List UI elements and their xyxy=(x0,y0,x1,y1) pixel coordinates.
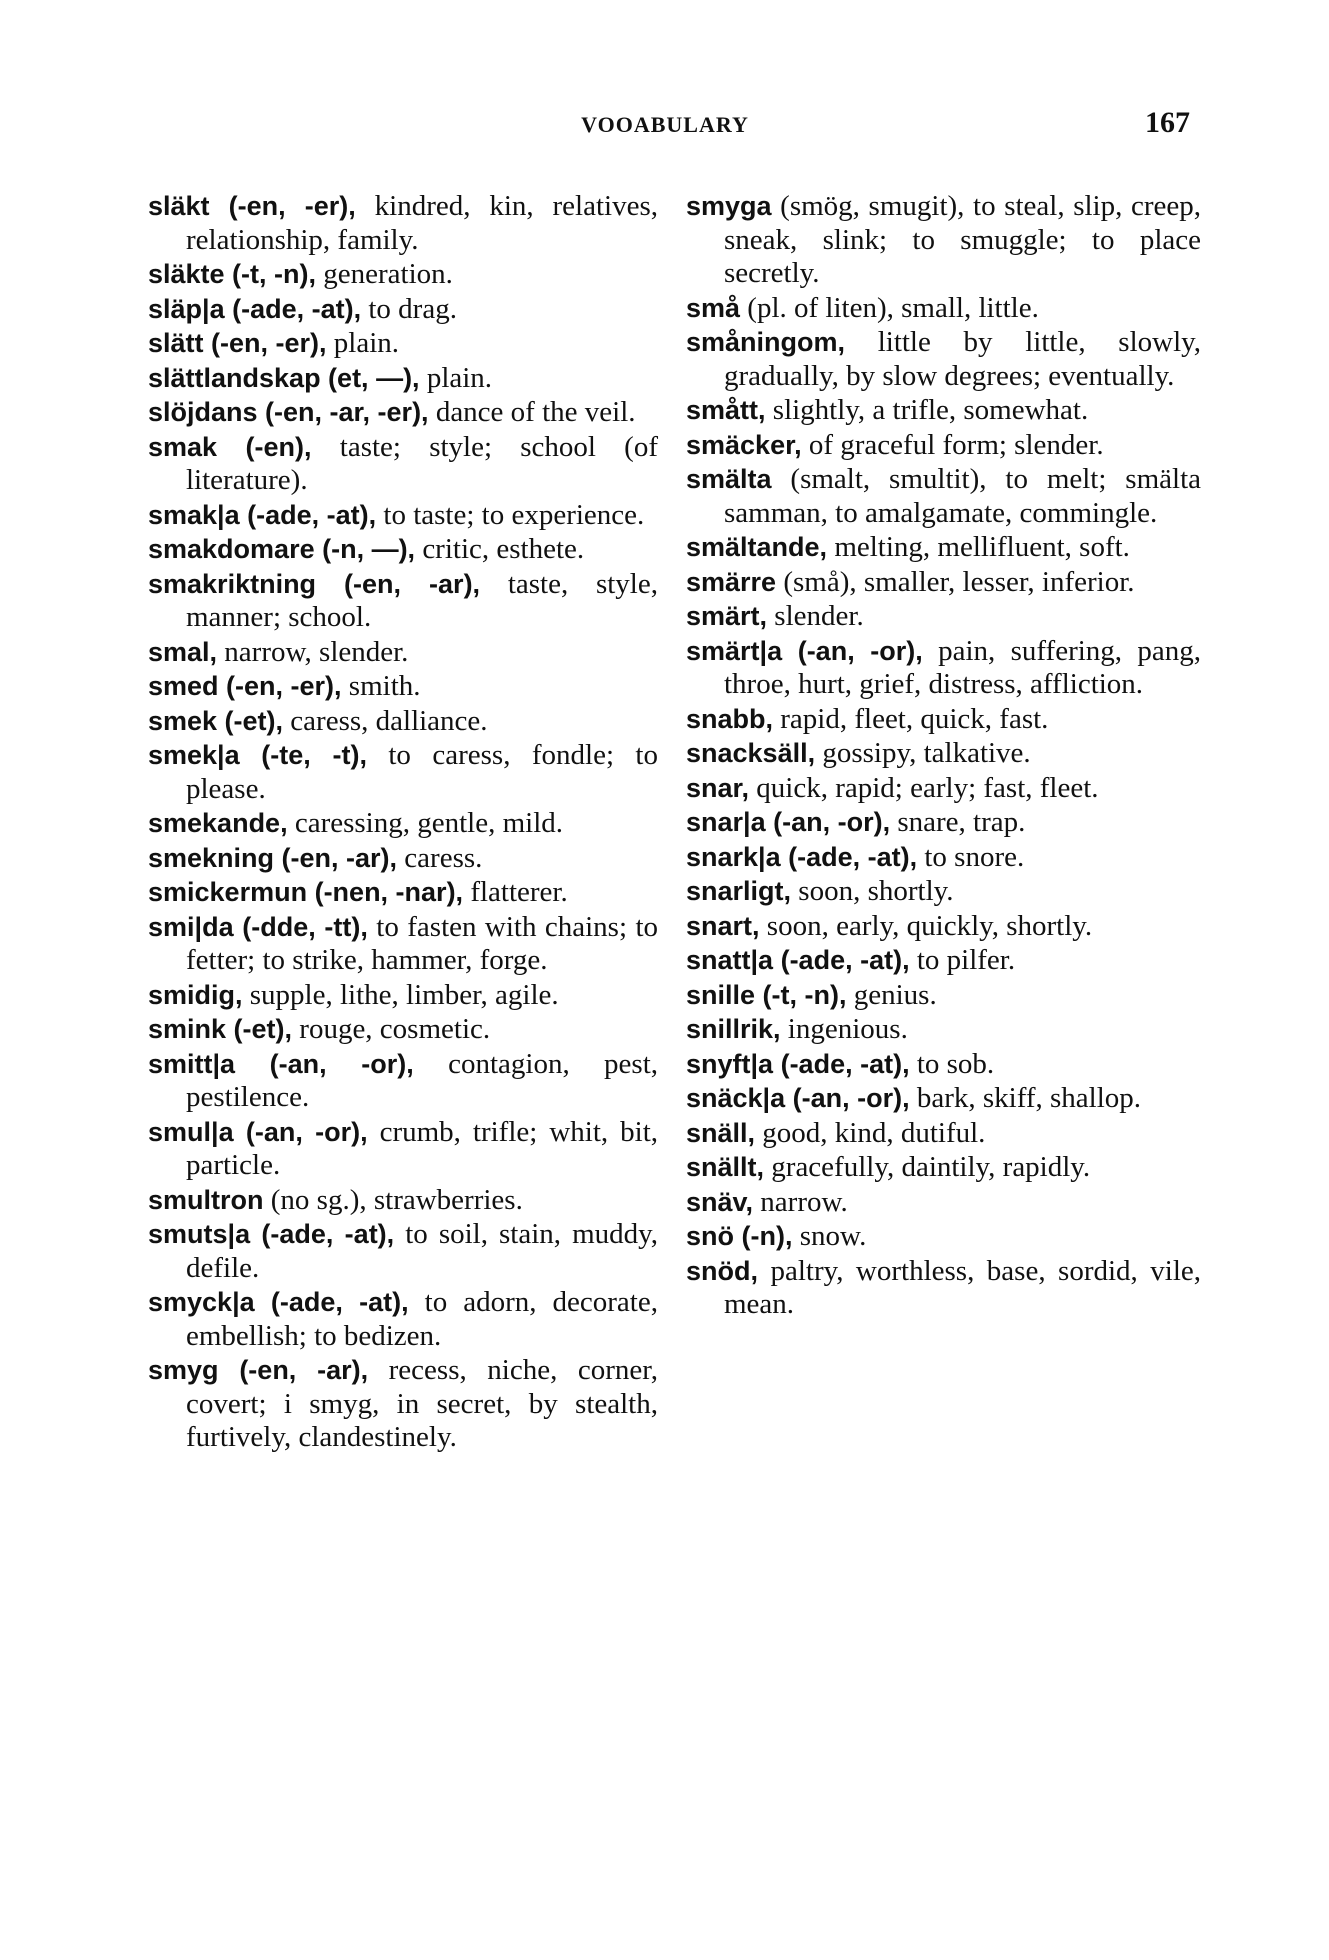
entry-headword: smakriktning (-en, -ar), xyxy=(148,568,481,599)
entry-headword: smälta xyxy=(686,464,772,494)
entry-headword: smältande, xyxy=(686,532,828,562)
dictionary-entry xyxy=(148,568,658,635)
entry-definition: (no sg.), strawberries. xyxy=(263,1183,523,1216)
dictionary-entry xyxy=(148,190,658,257)
dictionary-entry xyxy=(148,362,658,396)
entry-headword: släkte (-t, -n), xyxy=(148,259,317,289)
dictionary-entry xyxy=(686,703,1201,737)
entry-headword: snyft|a (-ade, -at), xyxy=(686,1048,910,1079)
dictionary-entry xyxy=(148,1013,658,1047)
dictionary-entry xyxy=(686,1082,1201,1116)
entry-definition: to drag. xyxy=(361,292,457,325)
entry-definition: recess, niche, corner, covert; i smyg, in secret, by stealth, furtively, clandestinely. xyxy=(186,1354,658,1453)
dictionary-entry xyxy=(686,875,1201,909)
entry-definition: to pilfer. xyxy=(909,944,1016,976)
entry-definition: narrow, slender. xyxy=(217,635,409,668)
dictionary-entry xyxy=(686,1186,1201,1220)
entry-definition: crumb, trifle; whit, bit, particle. xyxy=(186,1115,658,1181)
entry-definition: caressing, gentle, mild. xyxy=(287,807,564,839)
entry-definition: little by little, slowly, gradually, by slow degrees; eventually. xyxy=(724,326,1201,392)
dictionary-entry xyxy=(148,911,658,978)
entry-headword: smink (-et), xyxy=(148,1014,293,1044)
entry-headword: snarligt, xyxy=(686,876,792,906)
entry-definition: to fasten with chains; to fetter; to strike, hammer, forge. xyxy=(186,910,658,976)
dictionary-entry xyxy=(686,806,1201,840)
entry-definition: quick, rapid; early; fast, fleet. xyxy=(749,771,1099,804)
entry-headword: smärt|a (-an, -or), xyxy=(686,635,923,666)
dictionary-entry xyxy=(148,1116,658,1183)
left-column xyxy=(148,190,658,1456)
entry-headword: snar|a (-an, -or), xyxy=(686,807,891,837)
right-column xyxy=(686,190,1201,1323)
entry-headword: smitt|a (-an, -or), xyxy=(148,1048,414,1079)
entry-headword: snäv, xyxy=(686,1186,754,1217)
entry-definition: dance of the veil. xyxy=(428,396,636,428)
entry-definition: ingenious. xyxy=(780,1013,908,1045)
dictionary-entry xyxy=(148,258,658,292)
entry-headword: snabb, xyxy=(686,703,774,734)
entry-headword: smed (-en, -er), xyxy=(148,671,342,701)
entry-definition: caress. xyxy=(397,841,483,874)
entry-headword: smärre xyxy=(686,566,777,597)
dictionary-entry xyxy=(686,326,1201,393)
dictionary-entry xyxy=(686,772,1201,806)
entry-definition: narrow. xyxy=(753,1185,848,1218)
entry-headword: snar, xyxy=(686,772,750,803)
entry-headword: smäcker, xyxy=(686,429,802,460)
entry-headword: släkt (-en, -er), xyxy=(148,191,356,221)
entry-definition: paltry, worthless, base, sordid, vile, mean. xyxy=(724,1254,1201,1320)
entry-headword: smekande, xyxy=(148,808,288,838)
dictionary-entry xyxy=(686,1048,1201,1082)
dictionary-entry xyxy=(148,396,658,430)
entry-definition: of graceful form; slender. xyxy=(801,428,1104,461)
page-number: 167 xyxy=(1145,106,1190,139)
entry-definition: to adorn, decorate, embellish; to bedizen. xyxy=(186,1286,658,1352)
entry-headword: smuts|a (-ade, -at), xyxy=(148,1219,395,1249)
dictionary-entry xyxy=(686,292,1201,326)
entry-headword: småningom, xyxy=(686,327,846,357)
entry-definition: kindred, kin, relatives, relationship, family. xyxy=(186,190,659,256)
running-title: VOOABULARY xyxy=(581,112,749,137)
entry-definition: gracefully, daintily, rapidly. xyxy=(764,1151,1091,1183)
dictionary-entry xyxy=(148,1218,658,1285)
entry-definition: rouge, cosmetic. xyxy=(292,1013,491,1045)
dictionary-entry xyxy=(686,531,1201,565)
entry-definition: rapid, fleet, quick, fast. xyxy=(773,702,1049,735)
dictionary-entry xyxy=(148,1048,658,1115)
entry-headword: slätt (-en, -er), xyxy=(148,328,327,358)
entry-definition: to caress, fondle; to please. xyxy=(186,739,658,805)
entry-headword: små xyxy=(686,292,741,323)
entry-definition: contagion, pest, pestilence. xyxy=(186,1047,659,1113)
entry-definition: plain. xyxy=(419,361,493,394)
dictionary-entry xyxy=(148,807,658,841)
entry-definition: good, kind, dutiful. xyxy=(755,1116,986,1149)
entry-definition: (smög, smugit), to steal, slip, creep, sneak, slink; to smuggle; to place secretly. xyxy=(724,190,1201,289)
entry-definition: plain. xyxy=(326,327,400,359)
entry-headword: snöd, xyxy=(686,1255,758,1286)
entry-headword: snäll, xyxy=(686,1117,756,1148)
dictionary-entry xyxy=(686,979,1201,1013)
entry-headword: slättlandskap (et, —), xyxy=(148,362,420,393)
entry-definition: to soil, stain, muddy, defile. xyxy=(186,1218,658,1284)
entry-headword: smakdomare (-n, —), xyxy=(148,534,416,564)
dictionary-entry xyxy=(148,499,658,533)
entry-headword: snatt|a (-ade, -at), xyxy=(686,945,910,975)
entry-headword: smärt, xyxy=(686,601,768,631)
dictionary-entry xyxy=(686,910,1201,944)
entry-headword: smidig, xyxy=(148,979,243,1010)
dictionary-entry xyxy=(148,705,658,739)
dictionary-entry xyxy=(686,1220,1201,1254)
dictionary-entry xyxy=(686,841,1201,875)
entry-definition: slightly, a trifle, somewhat. xyxy=(765,394,1089,426)
entry-definition: taste, style, manner; school. xyxy=(186,567,658,633)
entry-definition: smith. xyxy=(341,670,421,702)
entry-headword: smek|a (-te, -t), xyxy=(148,740,367,770)
entry-definition: to snore. xyxy=(917,840,1025,873)
dictionary-entry xyxy=(686,1117,1201,1151)
entry-definition: slender. xyxy=(767,600,864,632)
entry-definition: soon, shortly. xyxy=(791,875,954,907)
dictionary-entry xyxy=(148,739,658,806)
entry-headword: snäck|a (-an, -or), xyxy=(686,1083,910,1113)
entry-headword: smal, xyxy=(148,636,218,667)
entry-headword: smyga xyxy=(686,191,772,221)
entry-definition: caress, dalliance. xyxy=(283,704,488,737)
dictionary-entry xyxy=(686,737,1201,771)
dictionary-entry xyxy=(686,566,1201,600)
entry-definition: pain, suffering, pang, throe, hurt, grief, distress, affliction. xyxy=(724,634,1201,700)
entry-headword: smi|da (-dde, -tt), xyxy=(148,911,368,942)
dictionary-entry xyxy=(686,463,1201,530)
dictionary-entry xyxy=(148,670,658,704)
entry-headword: snille (-t, -n), xyxy=(686,979,847,1010)
entry-headword: snark|a (-ade, -at), xyxy=(686,841,918,872)
entry-definition: (små), smaller, lesser, inferior. xyxy=(776,565,1135,598)
entry-headword: snö (-n), xyxy=(686,1221,793,1251)
dictionary-entry xyxy=(148,876,658,910)
entry-headword: smyg (-en, -ar), xyxy=(148,1355,369,1385)
entry-definition: soon, early, quickly, shortly. xyxy=(759,909,1093,942)
dictionary-entry xyxy=(686,394,1201,428)
entry-headword: snacksäll, xyxy=(686,738,816,768)
page-header xyxy=(140,106,1190,152)
dictionary-entry xyxy=(148,636,658,670)
entry-definition: supple, lithe, limber, agile. xyxy=(242,978,559,1011)
dictionary-entry xyxy=(686,1013,1201,1047)
entry-definition: to sob. xyxy=(909,1047,995,1080)
dictionary-entry xyxy=(148,1354,658,1455)
entry-definition: snare, trap. xyxy=(890,806,1026,838)
entry-headword: smek (-et), xyxy=(148,705,284,736)
dictionary-entry xyxy=(148,293,658,327)
entry-headword: smyck|a (-ade, -at), xyxy=(148,1287,409,1317)
entry-headword: smått, xyxy=(686,395,766,425)
entry-headword: smak|a (-ade, -at), xyxy=(148,499,377,530)
dictionary-entry xyxy=(686,944,1201,978)
dictionary-entry xyxy=(148,842,658,876)
entry-definition: melting, mellifluent, soft. xyxy=(827,531,1130,563)
dictionary-entry xyxy=(686,429,1201,463)
entry-definition: to taste; to experience. xyxy=(376,498,645,531)
entry-headword: snillrik, xyxy=(686,1014,781,1044)
entry-definition: gossipy, talkative. xyxy=(815,737,1031,769)
entry-headword: snällt, xyxy=(686,1152,765,1182)
entry-definition: taste; style; school (of literature). xyxy=(186,430,659,496)
dictionary-entry xyxy=(148,533,658,567)
entry-headword: smickermun (-nen, -nar), xyxy=(148,877,464,907)
dictionary-entry xyxy=(148,431,658,498)
entry-definition: (pl. of liten), small, little. xyxy=(740,291,1039,324)
entry-headword: snart, xyxy=(686,910,760,941)
entry-definition: critic, esthete. xyxy=(415,533,585,565)
dictionary-entry xyxy=(148,979,658,1013)
dictionary-entry xyxy=(686,1255,1201,1322)
dictionary-entry xyxy=(686,190,1201,291)
entry-headword: släp|a (-ade, -at), xyxy=(148,293,362,324)
entry-headword: slöjdans (-en, -ar, -er), xyxy=(148,397,429,427)
entry-headword: smultron xyxy=(148,1184,264,1215)
dictionary-entry xyxy=(686,1151,1201,1185)
dictionary-entry xyxy=(686,635,1201,702)
entry-headword: smul|a (-an, -or), xyxy=(148,1116,368,1147)
dictionary-entry xyxy=(148,327,658,361)
entry-definition: (smalt, smultit), to melt; smälta samman, to amalgamate, commingle. xyxy=(724,463,1201,529)
entry-definition: generation. xyxy=(316,258,453,290)
dictionary-entry xyxy=(148,1286,658,1353)
entry-definition: flatterer. xyxy=(463,876,568,908)
entry-definition: bark, skiff, shallop. xyxy=(909,1082,1142,1114)
dictionary-entry xyxy=(686,600,1201,634)
entry-definition: genius. xyxy=(846,978,937,1011)
entry-definition: snow. xyxy=(792,1220,867,1252)
entry-headword: smak (-en), xyxy=(148,431,312,462)
dictionary-entry xyxy=(148,1184,658,1218)
entry-headword: smekning (-en, -ar), xyxy=(148,842,398,873)
